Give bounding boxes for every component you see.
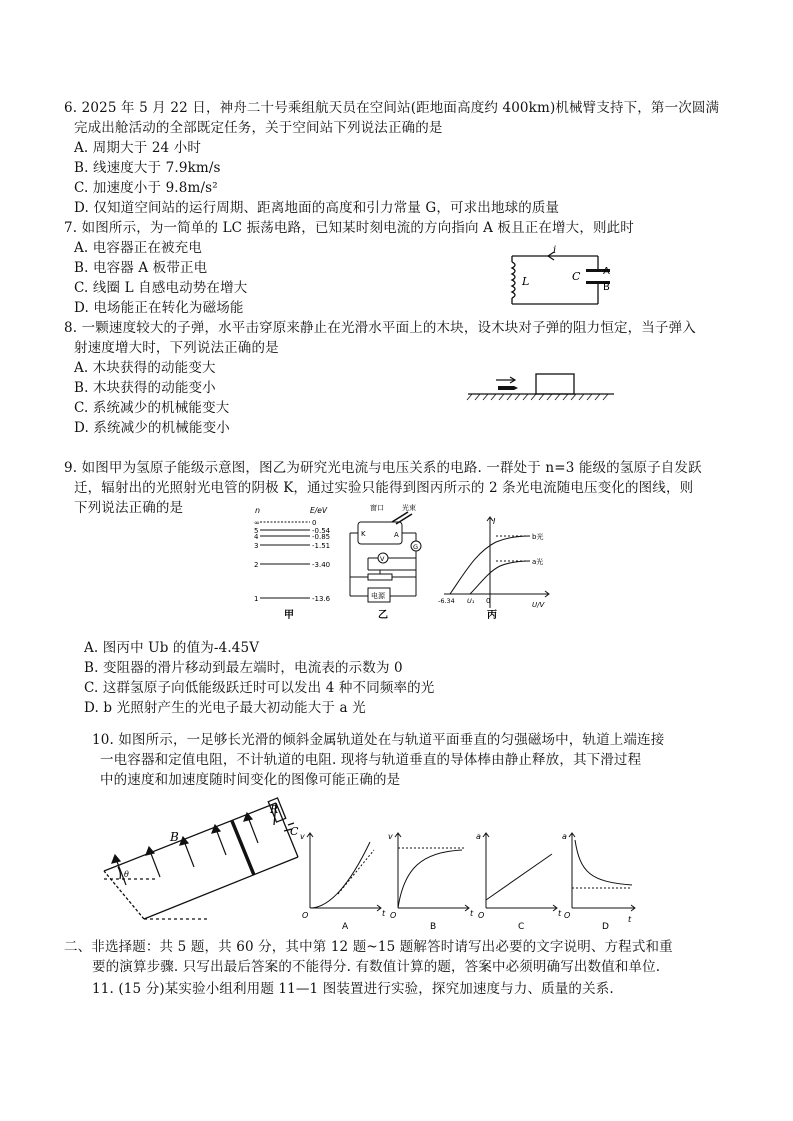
level-n-1: 1 bbox=[254, 595, 259, 603]
q9-option-d: D. b 光照射产生的光电子最大初动能大于 a 光 bbox=[84, 700, 366, 716]
graph-d bbox=[562, 832, 635, 932]
graph-a-x-label: t bbox=[382, 909, 386, 918]
wooden-block bbox=[536, 374, 574, 394]
q6-option-a: A. 周期大于 24 小时 bbox=[74, 140, 202, 156]
q9-option-b: B. 变阻器的滑片移动到最左端时，电流表的示数为 0 bbox=[84, 660, 403, 676]
q9-stem-line-2: 迁，辐射出的光照射光电管的阴极 K，通过实验只能得到图丙所示的 2 条光电流随电压变化的图线，则 bbox=[74, 480, 694, 496]
q8-option-a: A. 木块获得的动能变大 bbox=[74, 360, 216, 376]
q10-option-graphs bbox=[298, 828, 638, 932]
rail-upper bbox=[104, 803, 279, 871]
graph-a bbox=[300, 832, 386, 932]
q8-option-d: D. 系统减少的机械能变小 bbox=[74, 420, 230, 436]
rheostat bbox=[368, 574, 392, 580]
graph-b bbox=[388, 832, 474, 932]
q8-option-b: B. 木块获得的动能变小 bbox=[74, 380, 216, 396]
q9-option-a: A. 图丙中 Ub 的值为-4.45V bbox=[84, 640, 260, 656]
curve-a-light bbox=[470, 561, 530, 594]
graph-d-x-label: t bbox=[628, 915, 632, 924]
graph-b-origin: O bbox=[390, 911, 397, 920]
graph-d-curve bbox=[575, 840, 632, 885]
level-n-inf: ∞ bbox=[254, 519, 260, 527]
beam-label: 光束 bbox=[402, 504, 416, 512]
lc-circuit-figure bbox=[500, 242, 620, 310]
q9-stem-line-1: 9. 如图甲为氢原子能级示意图，图乙为研究光电流与电压关系的电路. 一群处于 n=3 能级的氢原子自发跃 bbox=[64, 460, 702, 476]
q9-option-c: C. 这群氢原子向低能级跃迁时可以发出 4 种不同频率的光 bbox=[84, 680, 435, 696]
capacitor-c-label: C bbox=[290, 825, 299, 838]
tick-u1: U₁ bbox=[467, 597, 475, 605]
q7-option-b: B. 电容器 A 板带正电 bbox=[74, 260, 208, 276]
resistor-r-label: R bbox=[270, 803, 279, 816]
level-e-1: -13.6 bbox=[312, 595, 331, 603]
photocurrent-graph bbox=[440, 512, 552, 622]
graph-c-x-label: t bbox=[558, 909, 562, 918]
graph-a-letter: A bbox=[342, 922, 349, 932]
section2-heading-line-2: 要的演算步骤. 只写出最后答案的不能得分. 有数值计算的题，答案中必须明确写出数值和单位. bbox=[92, 959, 661, 975]
graph-c-origin: O bbox=[478, 911, 485, 920]
graph-origin: 0 bbox=[486, 597, 491, 605]
graph-d-letter: D bbox=[602, 922, 609, 932]
cathode-label: K bbox=[361, 530, 366, 538]
figure-jia-caption: 甲 bbox=[284, 610, 294, 621]
plate-a-label: A bbox=[603, 266, 610, 277]
curve-b-label: b光 bbox=[532, 533, 544, 541]
power-source-label: 电源 bbox=[371, 592, 385, 600]
q7-option-d: D. 电场能正在转化为磁场能 bbox=[74, 300, 244, 316]
graph-b-x-label: t bbox=[470, 909, 474, 918]
section2-heading-line-1: 二、非选择题：共 5 题，共 60 分，其中第 12 题~15 题解答时请写出必要的文字说明、方程式和重 bbox=[64, 939, 673, 955]
graph-d-origin: O bbox=[564, 911, 571, 920]
level-n-4: 4 bbox=[254, 533, 259, 541]
tick-neg-6-34: -6.34 bbox=[438, 597, 455, 605]
light-beam-icon bbox=[392, 512, 408, 522]
plate-b-label: B bbox=[603, 282, 610, 293]
inclined-rail-figure bbox=[98, 795, 310, 929]
q10-stem-line-2: 一电容器和定值电阻，不计轨道的电阻. 现将与轨道垂直的导体棒由静止释放，其下滑过程 bbox=[100, 752, 642, 768]
figure-bing-caption: 丙 bbox=[487, 610, 497, 621]
level-e-5: -0.54 bbox=[312, 527, 331, 535]
q8-stem-line-1: 8. 一颗速度较大的子弹，水平击穿原来静止在光滑水平面上的木块，设木块对子弹的阻力恒定，当子弹入 bbox=[64, 320, 696, 336]
q7-option-a: A. 电容器正在被充电 bbox=[74, 240, 202, 256]
window-label: 窗口 bbox=[370, 504, 384, 512]
bullet-block-figure bbox=[462, 364, 620, 404]
graph-b-y-label: v bbox=[388, 832, 393, 841]
level-n-5: 5 bbox=[254, 527, 259, 535]
q7-stem: 7. 如图所示，为一简单的 LC 振荡电路，已知某时刻电流的方向指向 A 板且正在增大，则此时 bbox=[64, 220, 634, 236]
curve-a-label: a光 bbox=[532, 558, 544, 566]
energy-level-diagram bbox=[248, 504, 340, 622]
angle-label: θ bbox=[124, 870, 129, 879]
q6-stem-line-1: 6. 2025 年 5 月 22 日，神舟二十号乘组航天员在空间站(距地面高度约 400km)机械臂支持下，第一次圆满 bbox=[64, 100, 720, 116]
graph-c bbox=[476, 832, 562, 932]
level-e-inf: 0 bbox=[312, 519, 317, 527]
level-e-2: -3.40 bbox=[312, 561, 331, 569]
q10-stem-line-1: 10. 如图所示，一足够长光滑的倾斜金属轨道处在与轨道平面垂直的匀强磁场中，轨道上端连接 bbox=[92, 732, 665, 748]
q6-option-c: C. 加速度小于 9.8m/s² bbox=[74, 180, 218, 196]
graph-a-origin: O bbox=[302, 911, 309, 920]
q8-option-c: C. 系统减少的机械能变大 bbox=[74, 400, 230, 416]
graph-c-letter: C bbox=[518, 922, 525, 932]
energy-axis-label: E/eV bbox=[310, 506, 328, 515]
q9-stem-line-3: 下列说法正确的是 bbox=[74, 500, 184, 516]
graph-d-y-label: a bbox=[562, 832, 567, 841]
q11-stem: 11. (15 分)某实验小组利用题 11—1 图装置进行实验，探究加速度与力、质量的关系. bbox=[92, 981, 614, 997]
current-label: i bbox=[553, 245, 557, 256]
q10-stem-line-3: 中的速度和加速度随时间变化的图像可能正确的是 bbox=[100, 772, 401, 788]
field-b-label: B bbox=[170, 830, 179, 844]
n-axis-label: n bbox=[255, 506, 261, 515]
q6-stem-line-2: 完成出舱活动的全部既定任务，关于空间站下列说法正确的是 bbox=[74, 120, 443, 136]
graph-b-curve bbox=[398, 850, 462, 908]
q6-option-b: B. 线速度大于 7.9km/s bbox=[74, 160, 221, 176]
graph-a-y-label: v bbox=[300, 832, 305, 841]
rail-lower bbox=[144, 857, 298, 919]
inductor-label: L bbox=[522, 275, 530, 288]
conductor-rod bbox=[232, 821, 254, 875]
bullet-icon bbox=[498, 386, 518, 390]
anode-label: A bbox=[394, 531, 399, 539]
q7-option-c: C. 线圈 L 自感电动势在增大 bbox=[74, 280, 248, 296]
level-n-2: 2 bbox=[254, 561, 259, 569]
q8-stem-line-2: 射速度增大时，下列说法正确的是 bbox=[74, 340, 279, 356]
i-axis-label: I bbox=[493, 517, 496, 526]
graph-a-curve bbox=[310, 842, 370, 908]
u-axis-label: U/V bbox=[532, 601, 545, 609]
ammeter-label: G bbox=[413, 543, 419, 551]
voltmeter-label: V bbox=[380, 555, 385, 563]
graph-b-letter: B bbox=[430, 922, 437, 932]
photoelectric-circuit-diagram bbox=[340, 500, 440, 622]
level-n-3: 3 bbox=[254, 542, 259, 550]
level-e-3: -1.51 bbox=[312, 542, 331, 550]
graph-c-y-label: a bbox=[476, 832, 481, 841]
q6-option-d: D. 仅知道空间站的运行周期、距离地面的高度和引力常量 G，可求出地球的质量 bbox=[74, 200, 560, 216]
magnetic-field-arrows bbox=[112, 813, 258, 885]
graph-c-curve bbox=[486, 854, 552, 900]
capacitor-label: C bbox=[572, 270, 581, 283]
level-e-4: -0.85 bbox=[312, 533, 331, 541]
figure-yi-caption: 乙 bbox=[378, 610, 388, 621]
